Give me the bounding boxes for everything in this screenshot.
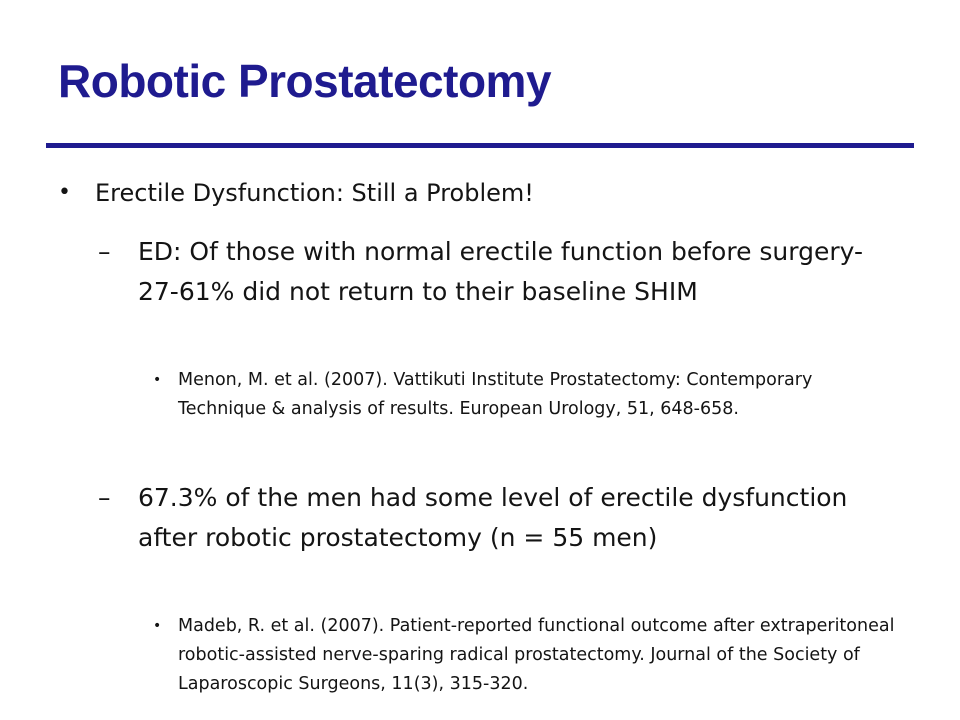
citation-bullet bbox=[153, 366, 898, 424]
bullet-level2 bbox=[98, 232, 898, 312]
bullet-dot-icon: • bbox=[153, 372, 162, 388]
bullet-dot-icon: • bbox=[153, 618, 162, 634]
bullet-level1 bbox=[58, 176, 898, 210]
slide-title: Robotic Prostatectomy bbox=[58, 55, 552, 107]
title-underline bbox=[46, 143, 914, 148]
bullet-dot-icon: • bbox=[58, 180, 71, 205]
bullet-dash-icon: – bbox=[98, 237, 111, 266]
bullet-text: ED: Of those with normal erectile function before surgery-27-61% did not return to their baseline SHIM bbox=[138, 237, 864, 306]
citation-text: Menon, M. et al. (2007). Vattikuti Institute Prostatectomy: Contemporary Technique & analysis of results. European Urology, 51, 648-658. bbox=[178, 370, 813, 419]
bullet-text: 67.3% of the men had some level of erectile dysfunction after robotic prostatectomy (n = 55 men) bbox=[138, 483, 848, 552]
bullet-text: Erectile Dysfunction: Still a Problem! bbox=[95, 179, 534, 207]
citation-text: Madeb, R. et al. (2007). Patient-reported functional outcome after extraperitoneal robotic-assisted nerve-sparing radical prostatectomy. Journal of the Society of Laparoscopic Surgeons, 11(3), 315-320. bbox=[178, 616, 895, 694]
bullet-dash-icon: – bbox=[98, 483, 111, 512]
citation-bullet bbox=[153, 612, 898, 699]
bullet-level2 bbox=[98, 478, 898, 558]
